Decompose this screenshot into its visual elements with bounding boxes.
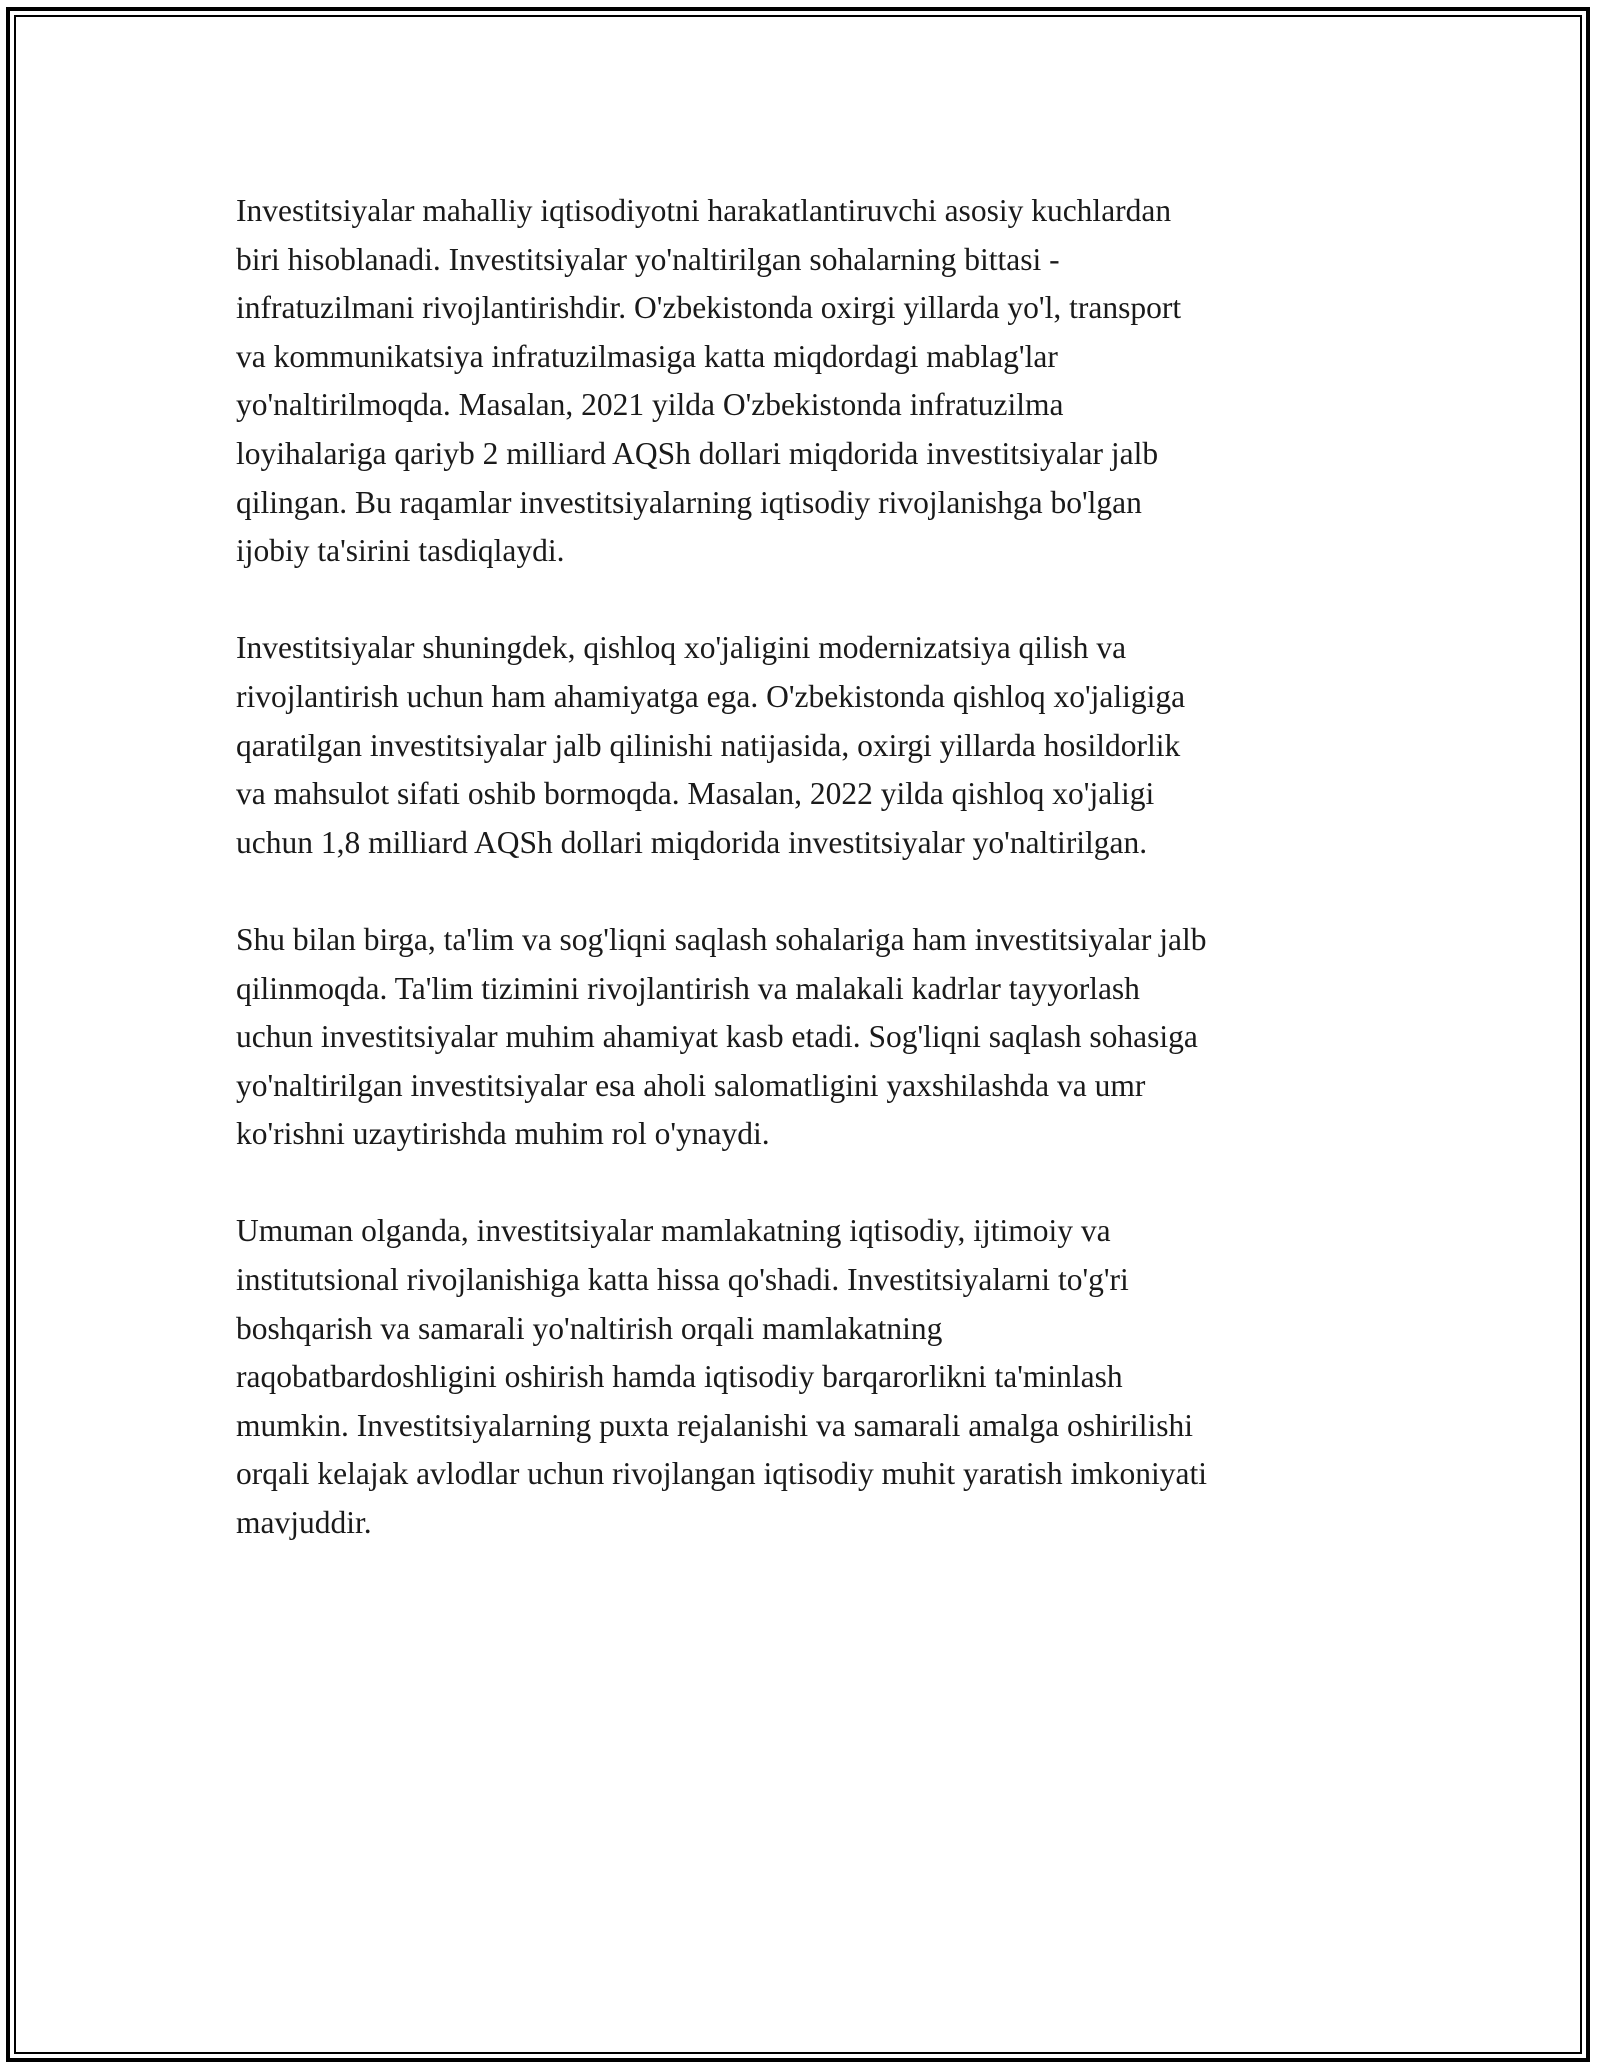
paragraph-agriculture: Investitsiyalar shuningdek, qishloq xo'jaligini modernizatsiya qilish va rivojlantirish uchun ham ahamiyatga ega. O'zbekistonda qishloq xo'jaligiga qaratilgan investitsiyalar jalb qilinishi natijasida, oxirgi yillarda hosildorlik va mahsulot sifati oshib bormoqda. Masalan, 2022 yilda qishloq xo'jaligi uchun 1,8 milliard AQSh dollari miqdorida investitsiyalar yo'naltirilgan. (236, 630, 1186, 860)
paragraph-conclusion: Umuman olganda, investitsiyalar mamlakatning iqtisodiy, ijtimoiy va institutsional rivojlanishiga katta hissa qo'shadi. Investitsiyalarni to'g'ri boshqarish va samarali yo'naltirish orqali mamlakatning raqobatbardoshligini oshirish hamda iqtisodiy barqarorlikni ta'minlash mumkin. Investitsiyalarning puxta rejalanishi va samarali amalga oshirilishi orqali kelajak avlodlar uchun rivojlangan iqtisodiy muhit yaratish imkoniyati mavjuddir. (236, 1213, 1208, 1541)
paragraph-infrastructure: Investitsiyalar mahalliy iqtisodiyotni harakatlantiruvchi asosiy kuchlardan biri hisoblanadi. Investitsiyalar yo'naltirilgan sohalarning bittasi - infratuzilmani rivojlantirishdir. O'zbekistonda oxirgi yillarda yo'l, transport va kommunikatsiya infratuzilmasiga katta miqdordagi mablag'lar yo'naltirilmoqda. Masalan, 2021 yilda O'zbekistonda infratuzilma loyihalariga qariyb 2 milliard AQSh dollari miqdorida investitsiyalar jalb qilingan. Bu raqamlar investitsiyalarning iqtisodiy rivojlanishga bo'lgan ijobiy ta'sirini tasdiqlaydi. (236, 193, 1182, 569)
paragraph-education-health: Shu bilan birga, ta'lim va sog'liqni saqlash sohalariga ham investitsiyalar jalb qilinmoqda. Ta'lim tizimini rivojlantirish va malakali kadrlar tayyorlash uchun investitsiyalar muhim ahamiyat kasb etadi. Sog'liqni saqlash sohasiga yo'naltirilgan investitsiyalar esa aholi salomatligini yaxshilashda va umr ko'rishni uzaytirishda muhim rol o'ynaydi. (236, 921, 1207, 1152)
document-body (236, 187, 1376, 1596)
